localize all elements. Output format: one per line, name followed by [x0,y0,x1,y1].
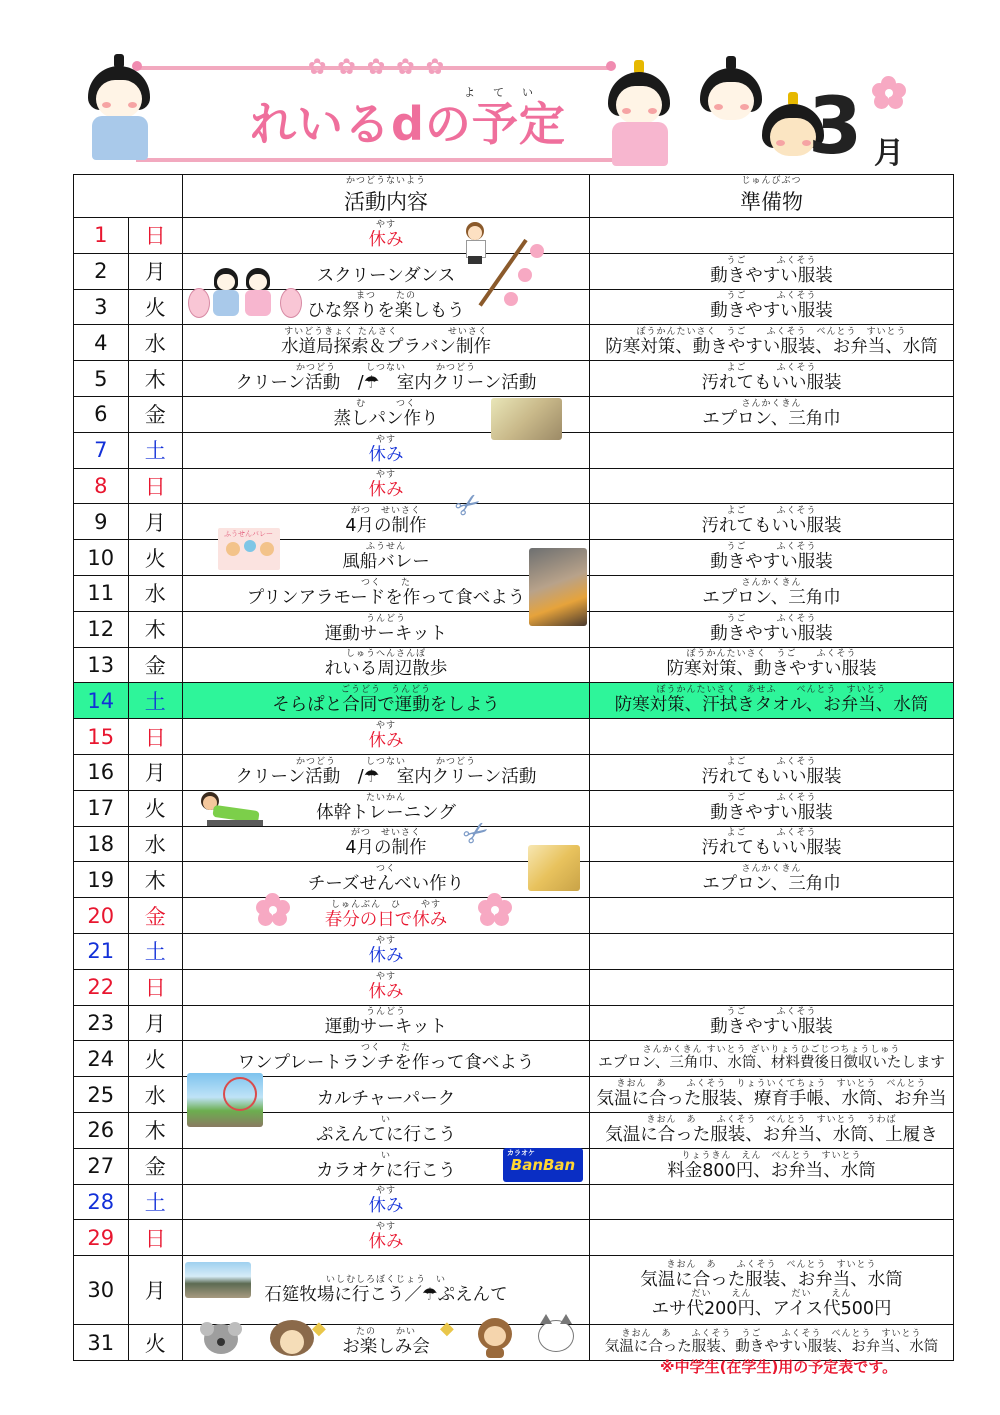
weekday: 水 [128,826,183,862]
prep-ruby: きおん あ ふくそう べんとう すいとう [666,1259,877,1270]
balloon-volley-illustration: ふうせんバレー [218,528,280,570]
weekday: 月 [128,504,183,540]
prep-ruby: よご ふくそう [726,506,817,517]
prep-cell [590,898,954,934]
day-number: 28 [74,1184,129,1220]
hedgehog-icon [268,1316,316,1360]
activity-cell [183,719,590,755]
weekday: 金 [128,898,183,934]
prep-ruby: きおん あ ふくそう べんとう すいとう うわば [646,1114,897,1125]
activity-text: プリンアラモードを作って食べよう [246,587,526,608]
activity-text: 石筵牧場に行こう／☂ぷえんて [264,1284,508,1305]
activity-text: 風船バレー [342,552,430,572]
prep-ruby: さんかくきん [741,864,802,875]
weekday: 火 [128,790,183,826]
activity-cell [183,1184,590,1220]
activity-text: 運動サーキット [324,623,448,644]
prep-cell [590,933,954,969]
prep-ruby: うご ふくそう [726,291,817,302]
weekday: 木 [128,611,183,647]
prep-cell [590,361,954,397]
activity-text: 4月の制作 [345,516,427,537]
prep-cell [590,1148,954,1184]
peach-branch-icon [500,240,550,320]
prep-ruby [590,911,953,920]
day-number: 5 [74,361,129,397]
activity-cell [183,1220,590,1256]
weekday: 木 [128,361,183,397]
day-number: 7 [74,432,129,468]
activity-text: 休み [368,1232,404,1253]
activity-text: スクリーンダンス [316,265,456,286]
activity-ruby: しゅんぶん ひ やす [330,899,441,910]
day-number: 14 [74,683,129,719]
activity-ruby: つく た [360,1043,411,1054]
prep-text: 防寒対策、動きやすい服装 [666,659,877,680]
activity-header: かつどうないよう 活動内容 [183,175,590,218]
table-row [74,754,954,790]
prep-text: 気温に合った服装、お弁当、水筒、上履き [605,1124,938,1145]
prep-text: エプロン、三角巾、水筒、材料費後日徴収いたします [598,1054,945,1071]
prep-cell [590,396,954,432]
scissors-icon-2: ✂ [456,811,497,856]
prep-ruby [590,947,953,956]
hina-dolls-lanterns-icon [186,262,306,320]
steamed-bun-photo [491,398,562,440]
activity-text: チーズせんべい作り [307,874,465,895]
activity-ruby: つく た [360,577,411,588]
table-row [74,611,954,647]
title-ruby-1: よ [464,86,475,99]
prep-text: エプロン、三角巾 [702,587,841,608]
prep-cell [590,540,954,576]
prep-text: 動きやすい服装 [710,301,833,322]
activity-ruby: やす [375,935,396,946]
table-row [74,1005,954,1041]
prep-ruby: さんかくきん すいとう ざいりょうひごじつちょうしゅう [642,1044,901,1055]
activity-ruby: しゅうへんさんぽ [345,649,426,660]
weekday: 火 [128,540,183,576]
activity-text: カルチャーパーク [316,1088,456,1109]
table-row [74,540,954,576]
weekday: 火 [128,1041,183,1077]
day-number: 23 [74,1005,129,1041]
weekday: 月 [128,1005,183,1041]
weekday: 月 [128,1256,183,1325]
prep-ruby: うご ふくそう [726,1007,817,1018]
weekday: 日 [128,218,183,254]
table-row [74,325,954,361]
prep-ruby [590,1233,953,1242]
prep-ruby [590,732,953,741]
title-ruby-2: て [493,86,504,99]
prep-ruby: さんかくきん [741,577,802,588]
prep-text: 気温に合った服装、動きやすい服装、お弁当、水筒 [604,1338,939,1355]
scissors-icon: ✂ [448,483,489,528]
day-number: 22 [74,969,129,1005]
header [0,0,1000,172]
prep-cell [590,325,954,361]
table-row [74,969,954,1005]
prep-cell [590,575,954,611]
prep-cell [590,790,954,826]
activity-text: 休み [368,945,404,966]
activity-cell [183,1041,590,1077]
page-title: れいるdの予定 [250,97,566,151]
prep-text: エプロン、三角巾 [702,874,841,895]
prep-cell [590,1077,954,1113]
prep-ruby: ぼうかんたいさく あせふ べんとう すいとう [656,685,887,696]
activity-text: そらぱと合同で運動をしよう [272,695,500,716]
day-number: 19 [74,862,129,898]
table-header-row [74,175,954,218]
weekday: 木 [128,862,183,898]
activity-cell [183,933,590,969]
prep-ruby: よご ふくそう [726,363,817,374]
day-number: 25 [74,1077,129,1113]
weekday: 日 [128,719,183,755]
activity-text: 休み [368,730,404,751]
activity-text: 運動サーキット [324,1017,448,1038]
day-number: 6 [74,396,129,432]
prep-ruby: よご ふくそう [726,756,817,767]
prep-ruby: うご ふくそう [726,613,817,624]
prep-ruby: きおん あ ふくそう りょういくてちょう すいとう べんとう [616,1078,927,1089]
activity-text: 4月の制作 [345,838,427,859]
activity-ruby: やす [375,470,396,481]
cheese-cracker-photo [528,845,580,891]
prep-cell [590,468,954,504]
weekday: 月 [128,253,183,289]
prep-cell [590,1112,954,1148]
prep-ruby: りょうきん えん べんとう すいとう [681,1150,862,1161]
activity-ruby: たの かい [355,1326,416,1337]
cherry-blossom-left-icon [256,893,290,927]
prep-ruby: ぼうかんたいさく うご ふくそう べんとう すいとう [636,327,907,338]
activity-ruby: い [380,1114,391,1125]
activity-ruby: やす [375,720,396,731]
weekday: 土 [128,683,183,719]
prep-text: 動きやすい服装 [710,1017,833,1038]
prep-cell [590,289,954,325]
prep-text: 汚れてもいい服装 [701,766,842,787]
prep-ruby [590,446,953,455]
prep-cell [590,1184,954,1220]
prep-text: 汚れてもいい服装 [701,516,842,537]
prep-cell [590,969,954,1005]
table-row [74,1041,954,1077]
prep-cell [590,432,954,468]
day-number: 21 [74,933,129,969]
weekday: 水 [128,1077,183,1113]
activity-cell [183,683,590,719]
prep-cell [590,218,954,254]
day-number: 17 [74,790,129,826]
weekday: 土 [128,432,183,468]
activity-ruby: うんどう [365,1007,406,1018]
table-row [74,647,954,683]
activity-text: 休み [368,229,404,250]
weekday: 火 [128,289,183,325]
activity-ruby: すいどうきょく たんさく せいさく [284,327,488,338]
day-number: 27 [74,1148,129,1184]
activity-cell [183,969,590,1005]
activity-ruby: がつ せいさく [350,828,421,839]
activity-text: 体幹トレーニング [316,802,456,823]
prep-cell [590,1220,954,1256]
prep-text: 動きやすい服装 [710,265,833,286]
activity-text: 水道局探索＆プラバン制作 [281,337,491,358]
activity-ruby: いしむしろぼくじょう い [325,1274,446,1285]
table-row [74,719,954,755]
prep-cell [590,504,954,540]
prep-text: 汚れてもいい服装 [701,373,842,394]
activity-ruby: ごうどう うんどう [340,685,431,696]
banban-karaoke-logo: カラオケ BanBan [503,1148,583,1182]
prep-text: 動きやすい服装 [710,552,833,572]
weekday: 水 [128,325,183,361]
cherry-blossom-right-icon [478,893,512,927]
culture-park-photo [187,1073,263,1127]
activity-text: お楽しみ会 [342,1336,430,1357]
day-number: 9 [74,504,129,540]
weekday: 土 [128,933,183,969]
prep-text: 汚れてもいい服装 [701,838,842,859]
activity-text: ワンプレートランチを作って食べよう [237,1053,535,1074]
activity-text: 休み [368,444,404,465]
table-row [74,898,954,934]
prep-cell [590,826,954,862]
activity-cell [183,361,590,397]
prep-text: 防寒対策、汗拭きタオル、お弁当、水筒 [614,695,929,716]
day-number: 16 [74,754,129,790]
activity-ruby: い [380,1150,391,1161]
prep-text: 気温に合った服装、療育手帳、水筒、お弁当 [596,1088,947,1109]
day-number: 3 [74,289,129,325]
prep-ruby: うご ふくそう [726,542,817,552]
prep-ruby [590,983,953,992]
prep-cell [590,611,954,647]
day-number: 10 [74,540,129,576]
activity-ruby: うんどう [365,613,406,624]
prep-cell [590,1005,954,1041]
table-row [74,468,954,504]
koala-icon [200,1318,244,1362]
activity-text: 春分の日で休み [324,909,448,930]
activity-ruby: やす [375,219,396,230]
day-number: 31 [74,1325,129,1361]
frame-flowers: ✿ ✿ ✿ ✿ ✿ [308,55,447,80]
plank-exercise-icon [199,790,263,834]
activity-ruby: かつどう しつない かつどう [295,363,476,374]
prep-text: 防寒対策、動きやすい服装、お弁当、水筒 [605,337,938,358]
weekday: 水 [128,575,183,611]
activity-ruby: やす [375,1186,396,1197]
day-number: 13 [74,647,129,683]
prep-ruby-2: だい えん だい えん [691,1289,852,1300]
activity-text: 蒸しパン作り [333,408,439,429]
activity-ruby: む つく [355,398,416,409]
prep-text-2: エサ代200円、アイス代500円 [651,1299,892,1320]
weekday: 土 [128,1184,183,1220]
prep-ruby [590,1197,953,1206]
activity-ruby: やす [375,434,396,445]
prep-cell [590,754,954,790]
weekday: 金 [128,396,183,432]
month-label: 月 [874,136,904,171]
prep-ruby: ぼうかんたいさく うご ふくそう [686,649,857,660]
table-row [74,933,954,969]
pudding-a-la-mode-photo [529,548,587,626]
sparkle-icon-1: ◆ [312,1318,326,1339]
activity-text: クリーン活動 /☂ 室内クリーン活動 [235,373,537,394]
day-number: 15 [74,719,129,755]
activity-ruby: やす [375,1222,396,1233]
day-number: 18 [74,826,129,862]
activity-cell [183,647,590,683]
weekday: 日 [128,468,183,504]
table-row [74,575,954,611]
activity-text: 休み [368,981,404,1002]
day-number: 4 [74,325,129,361]
activity-ruby: がつ せいさく [350,506,421,517]
day-number: 30 [74,1256,129,1325]
weekday: 日 [128,1220,183,1256]
prep-text: エプロン、三角巾 [702,408,841,429]
prep-cell [590,253,954,289]
plum-blossom-icon [872,76,906,110]
activity-ruby: たいかん [365,792,406,803]
activity-text: れいる周辺散歩 [324,659,448,680]
activity-ruby: まつ たの [355,291,416,302]
prep-ruby: うご ふくそう [726,792,817,803]
table-row [74,683,954,719]
prep-cell [590,719,954,755]
activity-text: カラオケに行こう [316,1160,456,1181]
weekday: 火 [128,1325,183,1361]
monkey-icon [472,1316,518,1360]
activity-cell [183,325,590,361]
footer-note: ※中学生(在学生)用の予定表です。 [660,1358,898,1376]
prep-ruby [590,481,953,490]
activity-cell [183,1005,590,1041]
prep-text: 気温に合った服装、お弁当、水筒 [640,1269,903,1290]
prep-text: 動きやすい服装 [710,802,833,823]
day-number: 8 [74,468,129,504]
day-number: 20 [74,898,129,934]
date-header [74,175,183,218]
table-row [74,1220,954,1256]
title-ruby-3: い [522,86,533,99]
sparkle-icon-2: ◆ [440,1318,454,1339]
activity-ruby: やす [375,971,396,982]
prep-cell [590,1256,954,1325]
prep-ruby: きおん あ ふくそう うご ふくそう べんとう すいとう [621,1328,922,1339]
prep-cell [590,862,954,898]
day-number: 11 [74,575,129,611]
activity-cell [183,754,590,790]
activity-text: ひな祭りを楽しもう [307,301,465,322]
prep-cell [590,1041,954,1077]
activity-cell [183,898,590,934]
activity-cell [183,468,590,504]
prep-header: じゅんびぶつ 準備物 [590,175,954,218]
schedule-table [73,174,954,1361]
weekday: 金 [128,1148,183,1184]
month-number: 3 [808,82,863,172]
table-row [74,1184,954,1220]
weekday: 日 [128,969,183,1005]
day-number: 12 [74,611,129,647]
activity-ruby: つく [375,864,396,875]
prep-ruby [590,231,953,240]
cat-icon [532,1314,580,1362]
prep-text: 動きやすい服装 [710,623,833,644]
activity-text: 休み [368,480,404,501]
activity-text: クリーン活動 /☂ 室内クリーン活動 [235,766,537,787]
table-row [74,862,954,898]
prep-cell [590,647,954,683]
day-number: 2 [74,253,129,289]
activity-text: ぷえんてに行こう [316,1124,456,1145]
prep-ruby: さんかくきん [741,398,802,409]
table-row [74,361,954,397]
prep-cell [590,683,954,719]
weekday: 月 [128,754,183,790]
day-number: 24 [74,1041,129,1077]
day-number: 26 [74,1112,129,1148]
weekday: 木 [128,1112,183,1148]
day-number: 1 [74,218,129,254]
table-row [74,504,954,540]
activity-text: 休み [368,1196,404,1217]
weekday: 金 [128,647,183,683]
dancing-child-icon [458,222,490,264]
activity-ruby: ふうせん [365,542,406,552]
prep-ruby: よご ふくそう [726,828,817,839]
farm-photo [185,1262,251,1298]
prep-ruby: うご ふくそう [726,255,817,266]
day-number: 29 [74,1220,129,1256]
prep-text: 料金800円、お弁当、水筒 [667,1160,876,1181]
activity-ruby: かつどう しつない かつどう [295,756,476,767]
